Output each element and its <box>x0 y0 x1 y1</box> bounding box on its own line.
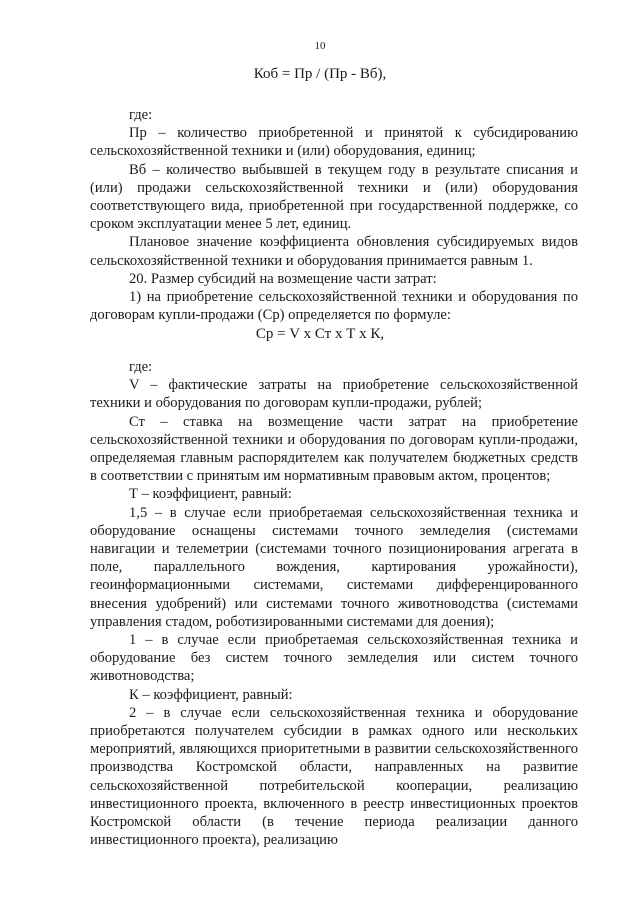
paragraph-k-coefficient: К – коэффициент, равный: <box>129 686 293 703</box>
paragraph-subitem-1: 1) на приобретение сельскохозяйственной техники и оборудования по договорам купли-продажи (Ср) определяется по формуле: <box>90 289 578 324</box>
paragraph-item-20: 20. Размер субсидий на возмещение части затрат: <box>129 270 437 287</box>
paragraph-t-1-5: 1,5 – в случае если приобретаемая сельскохозяйственная техника и оборудование оснащены системами точного земледелия (системами навигации и телеметрии (системами точного позиционирования агрегата в поле, параллельного вождения, картирования урожайности), геоинформационными системами, системами дифференцированного внесения удобрений) или системами точного животноводства (системами управления стадом, роботизированными системами для доения); <box>90 504 578 630</box>
paragraph-planned-value: Плановое значение коэффициента обновления субсидируемых видов сельскохозяйственной техники и оборудования принимается равным 1. <box>90 234 578 269</box>
formula-subsidy-size: Ср = V х Ст х Т х К, <box>255 326 385 342</box>
paragraph-t-coefficient: Т – коэффициент, равный: <box>129 486 292 503</box>
paragraph-v-definition: V – фактические затраты на приобретение сельскохозяйственной техники и оборудования по договорам купли-продажи, рублей; <box>90 377 578 412</box>
page-number: 10 <box>314 40 326 52</box>
paragraph-pr-definition: Пр – количество приобретенной и принятой к субсидированию сельскохозяйственной техники и (или) оборудования, единиц; <box>90 125 578 160</box>
formula-renewal-coefficient: Коб = Пр / (Пр - Вб), <box>253 66 387 82</box>
paragraph-st-definition: Ст – ставка на возмещение части затрат на приобретение сельскохозяйственной техники и оборудования по договорам купли-продажи, определяемая главным распорядителем как получателем бюджетных средств в соответствии с принятым им нормативным правовым актом, процентов; <box>90 413 578 485</box>
where-label-2: где: <box>129 359 153 375</box>
paragraph-k-2: 2 – в случае если сельскохозяйственная техника и оборудование приобретаются получателем субсидии в рамках одного или нескольких мероприятий, являющихся приоритетными в развитии сельскохозяйственного производства Костромской области, направленных на развитие сельскохозяйственной потребительской кооперации, реализацию инвестиционного проекта, включенного в реестр инвестиционных проектов Костромской области (в течение периода реализации данного инвестиционного проекта), реализацию <box>90 704 578 849</box>
where-label: где: <box>129 107 153 123</box>
text-block-2 <box>90 358 578 849</box>
paragraph-vb-definition: Вб – количество выбывшей в текущем году в результате списания и (или) продажи сельскохозяйственной техники и (или) оборудования соответствующего вида, приобретенной при государственной поддержке, со сроком эксплуатации менее 5 лет, единиц. <box>90 161 578 233</box>
paragraph-t-1: 1 – в случае если приобретаемая сельскохозяйственная техника и оборудование без систем точного земледелия или систем точного животноводства; <box>90 632 578 685</box>
text-block-1 <box>90 106 578 324</box>
